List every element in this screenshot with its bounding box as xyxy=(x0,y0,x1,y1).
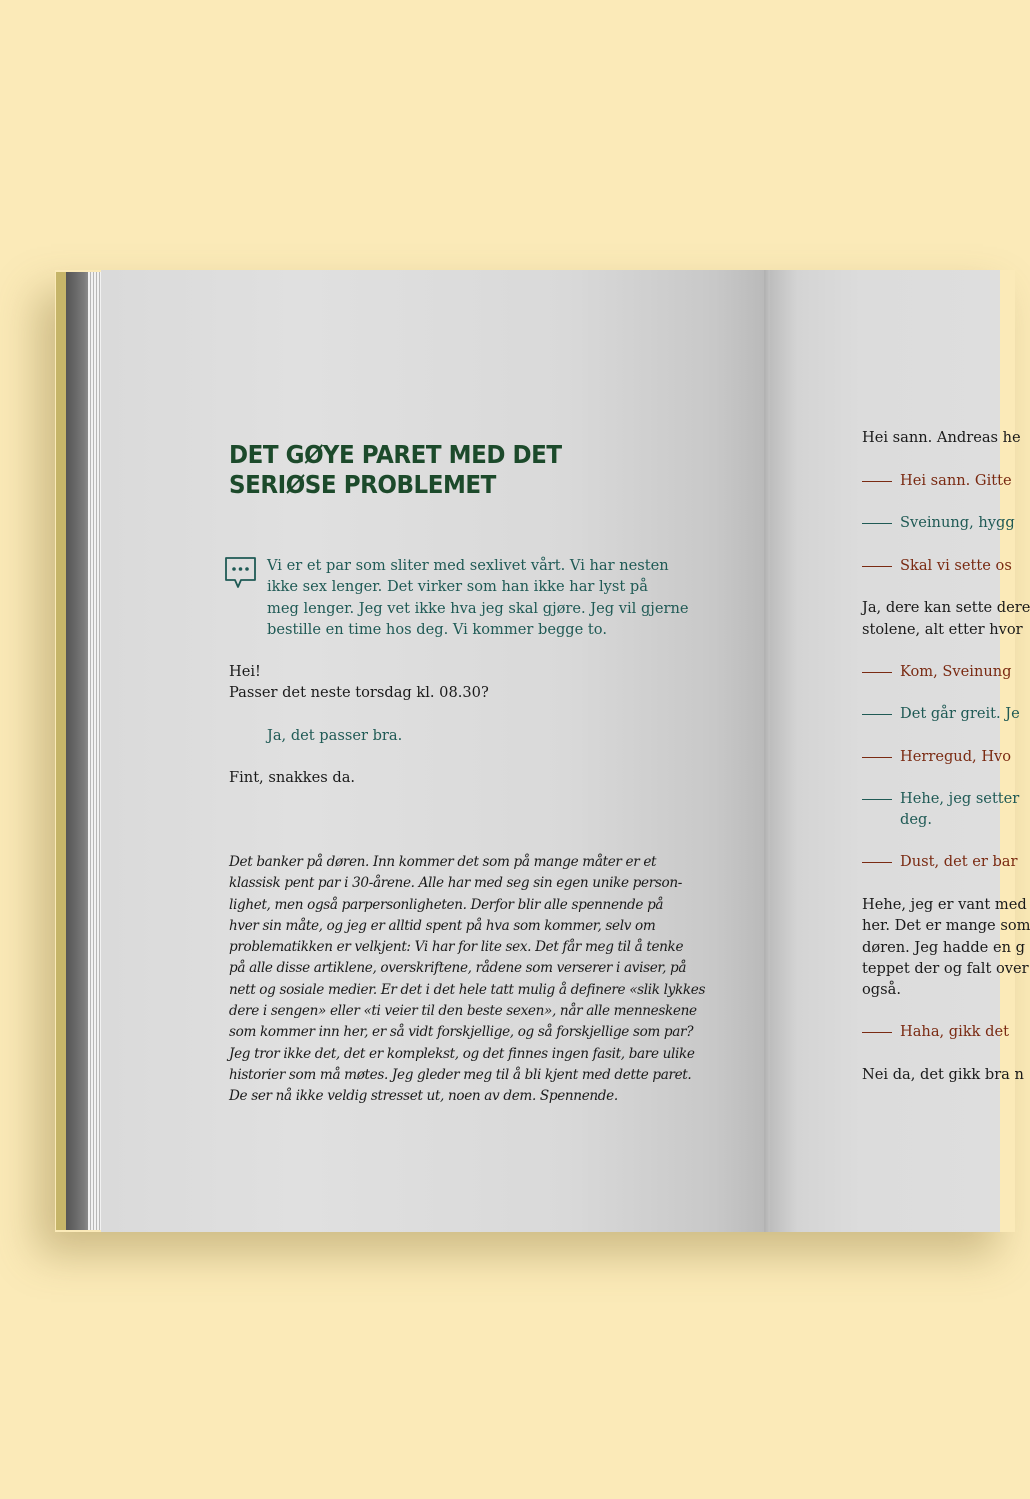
right-page-line: Hei sann. Andreas he xyxy=(862,429,1021,446)
message-line: meg lenger. Jeg vet ikke hva jeg skal gjøre. Jeg vil gjerne xyxy=(267,599,689,617)
dialogue-line: deg. xyxy=(900,811,932,828)
right-page-line: teppet der og falt over xyxy=(862,960,1029,977)
dialogue-line: Herregud, Hvo xyxy=(900,748,1012,765)
reply-line: Hei! xyxy=(229,663,261,680)
client-answer: Ja, det passer bra. xyxy=(267,727,403,744)
dialogue-dash xyxy=(862,1032,892,1033)
dialogue-line: Haha, gikk det xyxy=(900,1023,1009,1040)
dialogue-dash xyxy=(862,566,892,567)
right-page-line: her. Det er mange som xyxy=(862,917,1030,934)
dialogue-line: Det går greit. Je xyxy=(900,705,1020,722)
dialogue-line: Dust, det er bar xyxy=(900,853,1018,870)
dialogue-dash xyxy=(862,757,892,758)
dialogue-line: Kom, Sveinung xyxy=(900,663,1012,680)
dialogue-line: Sveinung, hygg xyxy=(900,514,1015,531)
dialogue-dash xyxy=(862,481,892,482)
dialogue-line: Skal vi sette os xyxy=(900,557,1012,574)
narrative-line: lighet, men også parpersonligheten. Derfor blir alle spennende på xyxy=(229,896,664,913)
dialogue-line: Hei sann. Gitte xyxy=(900,472,1012,489)
narrative-line: som kommer inn her, er så vidt forskjellige, og så forskjellige som par? xyxy=(229,1024,694,1041)
dialogue-dash xyxy=(862,714,892,715)
speech-bubble-icon xyxy=(224,556,258,592)
therapist-reply xyxy=(229,661,489,704)
narrative-line: på alle disse artiklene, overskriftene, rådene som verserer i aviser, på xyxy=(229,960,687,977)
message-line: Vi er et par som sliter med sexlivet vårt. Vi har nesten xyxy=(267,557,669,574)
dialogue-line: Hehe, jeg setter xyxy=(900,790,1020,807)
narrative-line: dere i sengen» eller «ti veier til den beste sexen», når alle menneskene xyxy=(229,1003,697,1020)
narrative-paragraph xyxy=(229,852,706,1108)
heading-line: SERIØSE PROBLEMET xyxy=(229,470,496,499)
narrative-line: historier som må møtes. Jeg gleder meg til å bli kjent med dette paret. xyxy=(229,1066,692,1083)
dialogue-dash xyxy=(862,523,892,524)
right-page-line: Ja, dere kan sette dere xyxy=(862,599,1030,616)
right-page-line: stolene, alt etter hvor xyxy=(862,621,1023,638)
narrative-line: nett og sosiale medier. Er det i det hele tatt mulig å definere «slik lykkes xyxy=(229,981,706,998)
message-line: bestille en time hos deg. Vi kommer begge to. xyxy=(267,620,607,638)
message-line: ikke sex lenger. Det virker som han ikke har lyst på xyxy=(267,578,648,596)
dialogue-dash xyxy=(862,862,892,863)
right-page-line: Hehe, jeg er vant med xyxy=(862,896,1027,913)
narrative-line: De ser nå ikke veldig stresset ut, noen av dem. Spennende. xyxy=(229,1088,618,1105)
therapist-closing: Fint, snakkes da. xyxy=(229,769,356,786)
right-page-line: Nei da, det gikk bra n xyxy=(862,1066,1024,1083)
dialogue-dash xyxy=(862,799,892,800)
client-message xyxy=(267,555,687,640)
heading-line: DET GØYE PARET MED DET xyxy=(229,440,562,469)
narrative-line: Det banker på døren. Inn kommer det som på mange måter er et xyxy=(229,854,657,870)
right-page-line: også. xyxy=(862,981,901,998)
reply-line: Passer det neste torsdag kl. 08.30? xyxy=(229,684,489,702)
right-page-line: døren. Jeg hadde en g xyxy=(862,939,1025,956)
narrative-line: klassisk pent par i 30-årene. Alle har med seg sin egen unike person- xyxy=(229,875,682,892)
narrative-line: hver sin måte, og jeg er alltid spent på hva som kommer, selv om xyxy=(229,917,656,934)
narrative-line: Jeg tror ikke det, det er komplekst, og det finnes ingen fasit, bare ulike xyxy=(229,1045,695,1062)
page-edges xyxy=(88,272,102,1230)
narrative-line: problematikken er velkjent: Vi har for lite sex. Det får meg til å tenke xyxy=(229,939,684,956)
dialogue-dash xyxy=(862,672,892,673)
chapter-heading xyxy=(229,440,615,500)
